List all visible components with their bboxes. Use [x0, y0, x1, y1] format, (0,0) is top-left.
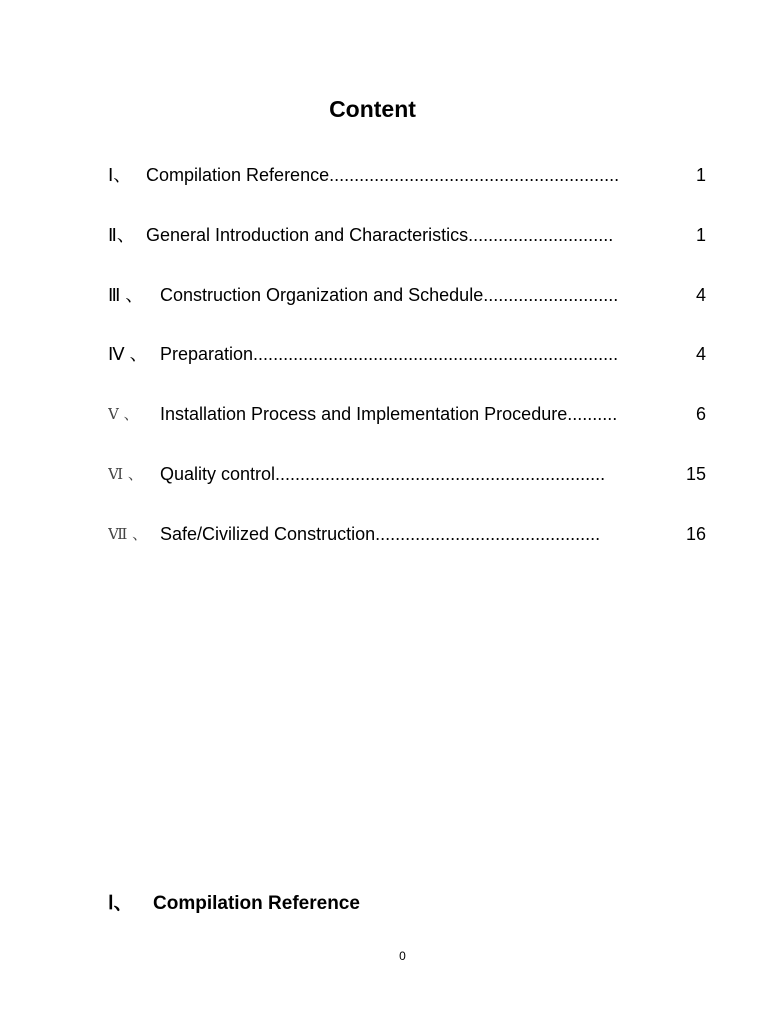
toc-title: Preparation.........................................................................	[160, 344, 619, 364]
toc-numeral: Ⅳ 、	[108, 344, 148, 364]
toc-page-number: 4	[695, 285, 706, 305]
toc-page-number: 4	[695, 344, 706, 364]
toc-entry-2[interactable]	[108, 223, 706, 247]
toc-entry-6[interactable]	[108, 462, 706, 486]
toc-page-number: 1	[695, 225, 706, 245]
toc-page-number: 6	[695, 404, 706, 424]
toc-numeral: Ⅵ 、	[108, 465, 143, 483]
page-title: Content	[329, 96, 416, 122]
toc-numeral: Ⅱ、	[108, 225, 135, 245]
toc-page-number: 15	[685, 464, 706, 484]
toc-numeral: Ⅴ 、	[108, 405, 139, 423]
toc-numeral: Ⅰ、	[108, 165, 132, 185]
toc-entry-4[interactable]	[108, 342, 706, 366]
section-title: Compilation Reference	[153, 893, 360, 914]
page-number: 0	[399, 949, 406, 963]
toc-title: Quality control..................................................................	[160, 464, 606, 484]
toc-title: General Introduction and Characteristics.............................	[146, 225, 614, 245]
toc-entry-5[interactable]	[108, 402, 706, 426]
toc-page-number: 16	[685, 524, 706, 544]
toc-title: Construction Organization and Schedule...........................	[160, 285, 619, 305]
toc-entry-7[interactable]	[108, 522, 706, 546]
toc-numeral: Ⅲ 、	[108, 285, 144, 305]
toc-entry-3[interactable]	[108, 283, 706, 307]
toc-title: Installation Process and Implementation Procedure..........	[160, 404, 618, 424]
toc-title: Compilation Reference..........................................................	[146, 165, 620, 185]
toc-entry-1[interactable]	[108, 163, 706, 187]
toc-numeral: Ⅶ 、	[108, 525, 148, 543]
section-numeral: Ⅰ、	[108, 893, 133, 914]
toc-page-number: 1	[695, 165, 706, 185]
toc-title: Safe/Civilized Construction.............................................	[160, 524, 601, 544]
